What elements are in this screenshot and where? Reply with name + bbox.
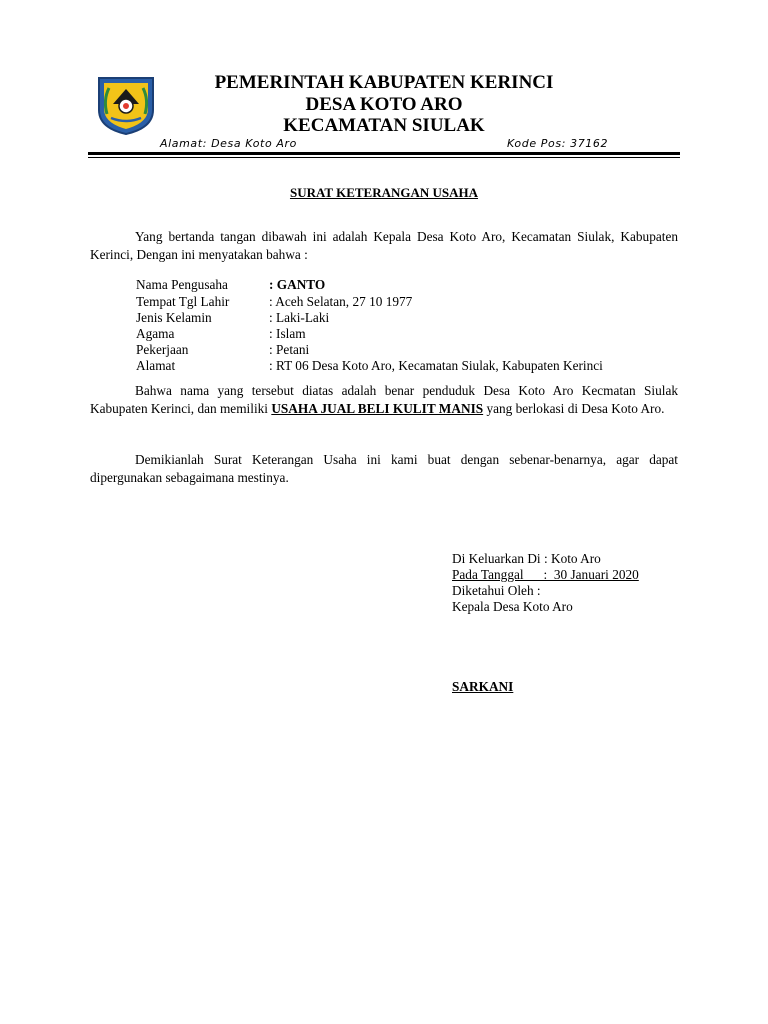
header-village: DESA KOTO ARO (305, 94, 463, 115)
field-value: : GANTO (269, 277, 326, 292)
field-value: : Petani (269, 342, 310, 357)
field-value: : Laki-Laki (269, 310, 330, 325)
field-label: Pekerjaan (136, 342, 189, 357)
field-label: Agama (136, 326, 175, 341)
field-value: : Aceh Selatan, 27 10 1977 (269, 294, 413, 309)
issued-place: Di Keluarkan Di : Koto Aro (452, 551, 601, 566)
header-district: KECAMATAN SIULAK (283, 115, 485, 136)
header-divider-thick (88, 152, 680, 155)
closing-paragraph (90, 451, 678, 487)
field-value: : RT 06 Desa Koto Aro, Kecamatan Siulak, Kabupaten Kerinci (269, 358, 603, 373)
field-label: Tempat Tgl Lahir (136, 294, 230, 309)
letter-title: SURAT KETERANGAN USAHA (289, 185, 479, 200)
signer-name: SARKANI (452, 679, 514, 694)
signer-position: Kepala Desa Koto Aro (452, 599, 573, 614)
header-postal-code: Kode Pos: 37162 (507, 137, 609, 150)
field-label: Nama Pengusaha (136, 277, 228, 292)
statement-paragraph (90, 382, 678, 418)
field-label: Jenis Kelamin (136, 310, 212, 325)
known-by: Diketahui Oleh : (452, 583, 541, 598)
header-address: Alamat: Desa Koto Aro (160, 137, 297, 150)
business-name: USAHA JUAL BELI KULIT MANIS (271, 401, 484, 416)
intro-text: Yang bertanda tangan dibawah ini adalah Kepala Desa Koto Aro, Kecamatan Siulak, Kabupaten Kerinci, Dengan ini menyatakan bahwa : (90, 229, 678, 262)
header-divider-thin (88, 157, 680, 158)
statement-text-before: Bahwa nama yang tersebut diatas adalah benar penduduk Desa Koto Aro Kecmatan Siulak Kabupaten Kerinci, dan memiliki (90, 383, 678, 416)
intro-paragraph (90, 228, 678, 264)
field-value: : Islam (269, 326, 306, 341)
issued-date: Pada Tanggal : 30 Januari 2020 (452, 567, 639, 582)
field-label: Alamat (136, 358, 176, 373)
statement-text-after: yang berlokasi di Desa Koto Aro. (483, 401, 665, 416)
closing-text: Demikianlah Surat Keterangan Usaha ini kami buat dengan sebenar-benarnya, agar dapat dipergunakan sebagaimana mestinya. (90, 452, 678, 485)
header-government: PEMERINTAH KABUPATEN KERINCI (214, 72, 554, 93)
